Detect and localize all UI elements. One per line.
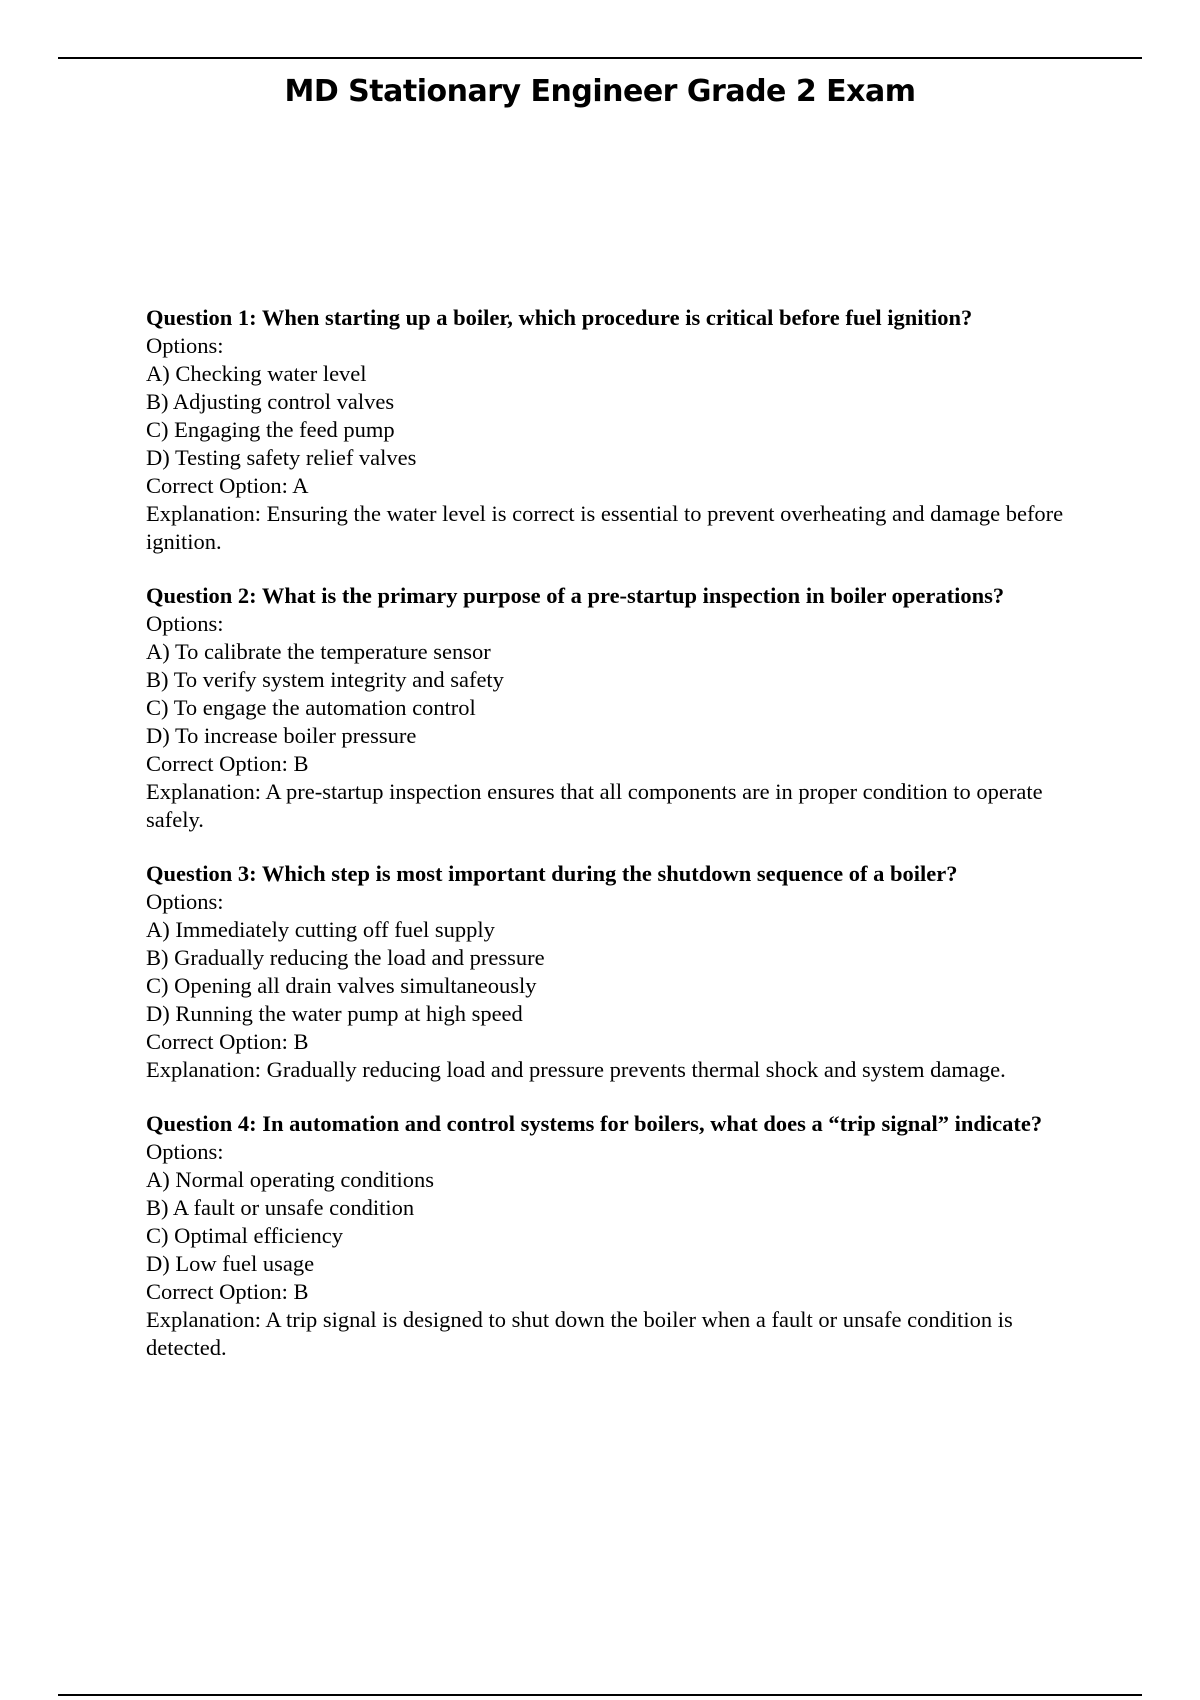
correct-option: Correct Option: B <box>146 1279 309 1304</box>
bottom-divider <box>58 1694 1142 1696</box>
option-d: D) Testing safety relief valves <box>146 445 417 470</box>
option-a: A) Checking water level <box>146 361 367 386</box>
options-label: Options: <box>146 889 224 914</box>
correct-option: Correct Option: B <box>146 751 309 776</box>
option-b: B) Gradually reducing the load and pressure <box>146 945 545 970</box>
option-c: C) Engaging the feed pump <box>146 417 395 442</box>
explanation: Explanation: Gradually reducing load and pressure prevents thermal shock and system damage. <box>146 1057 1006 1082</box>
option-b: B) To verify system integrity and safety <box>146 667 504 692</box>
explanation: Explanation: A pre-startup inspection ensures that all components are in proper condition to operate safely. <box>146 779 1043 832</box>
option-d: D) To increase boiler pressure <box>146 723 417 748</box>
top-divider <box>58 57 1142 59</box>
document-title: MD Stationary Engineer Grade 2 Exam <box>284 74 916 109</box>
question-text: Question 1: When starting up a boiler, which procedure is critical before fuel ignition? <box>146 305 973 330</box>
questions-list <box>146 304 1096 1388</box>
question-text: Question 2: What is the primary purpose of a pre-startup inspection in boiler operations? <box>146 583 1005 608</box>
options-label: Options: <box>146 611 224 636</box>
question-text: Question 4: In automation and control systems for boilers, what does a “trip signal” indicate? <box>146 1111 1043 1136</box>
option-a: A) Normal operating conditions <box>146 1167 435 1192</box>
question-text: Question 3: Which step is most important during the shutdown sequence of a boiler? <box>146 861 958 886</box>
options-label: Options: <box>146 1139 224 1164</box>
options-label: Options: <box>146 333 224 358</box>
explanation: Explanation: A trip signal is designed to shut down the boiler when a fault or unsafe condition is detected. <box>146 1307 1013 1360</box>
explanation: Explanation: Ensuring the water level is correct is essential to prevent overheating and damage before ignition. <box>146 501 1064 554</box>
option-d: D) Running the water pump at high speed <box>146 1001 523 1026</box>
question-block-1 <box>146 304 1096 556</box>
question-block-3 <box>146 860 1096 1084</box>
option-a: A) Immediately cutting off fuel supply <box>146 917 495 942</box>
option-c: C) To engage the automation control <box>146 695 476 720</box>
question-block-4 <box>146 1110 1096 1362</box>
option-c: C) Optimal efficiency <box>146 1223 344 1248</box>
option-b: B) A fault or unsafe condition <box>146 1195 415 1220</box>
option-b: B) Adjusting control valves <box>146 389 395 414</box>
option-c: C) Opening all drain valves simultaneously <box>146 973 537 998</box>
correct-option: Correct Option: A <box>146 473 309 498</box>
option-a: A) To calibrate the temperature sensor <box>146 639 491 664</box>
correct-option: Correct Option: B <box>146 1029 309 1054</box>
question-block-2 <box>146 582 1096 834</box>
option-d: D) Low fuel usage <box>146 1251 315 1276</box>
